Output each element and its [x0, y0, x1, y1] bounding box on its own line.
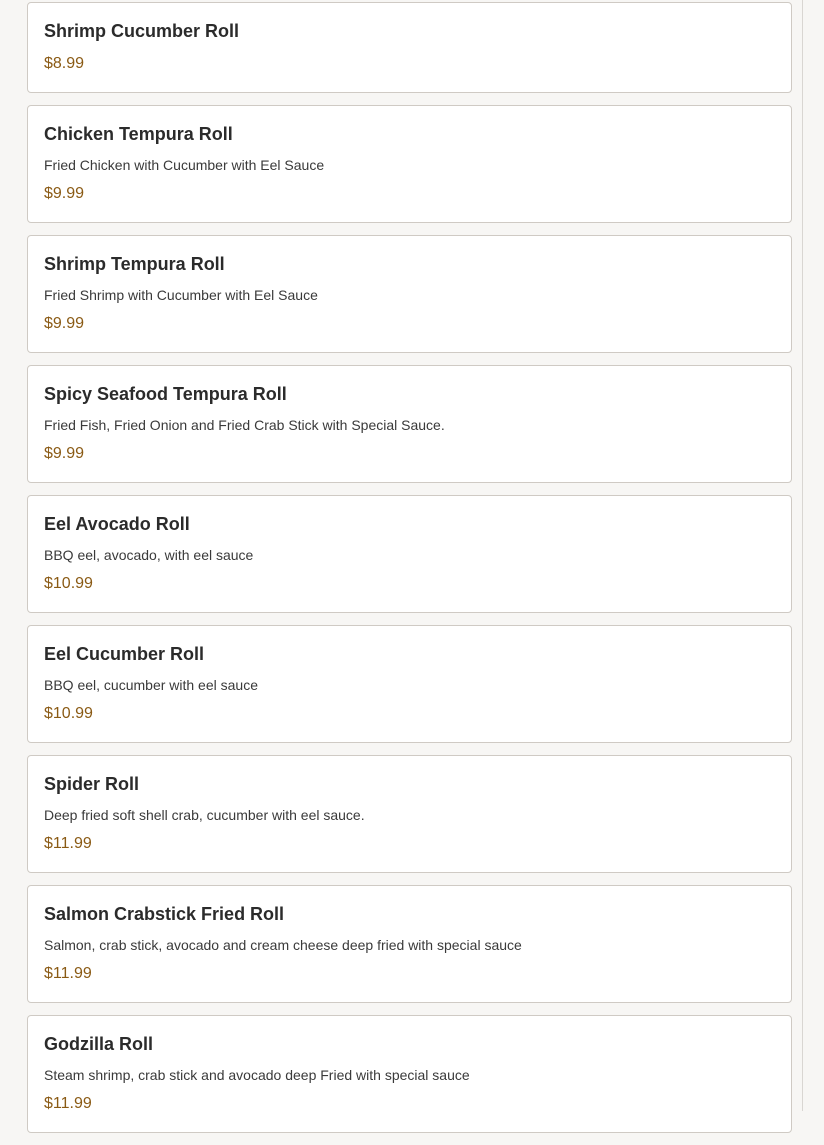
menu-item-description: BBQ eel, avocado, with eel sauce — [44, 547, 254, 563]
menu-item-description: BBQ eel, cucumber with eel sauce — [44, 677, 258, 693]
menu-item-description: Deep fried soft shell crab, cucumber with eel sauce. — [44, 807, 365, 823]
menu-item-name: Salmon Crabstick Fried Roll — [44, 904, 285, 924]
menu-item-price: $11.99 — [44, 1095, 92, 1112]
menu-item-price: $9.99 — [44, 315, 85, 332]
menu-item-name: Chicken Tempura Roll — [44, 124, 233, 144]
menu-item-card[interactable] — [27, 755, 792, 873]
menu-item-card[interactable] — [27, 105, 792, 223]
menu-item-description: Steam shrimp, crab stick and avocado deep Fried with special sauce — [44, 1067, 470, 1083]
menu-item-name: Eel Avocado Roll — [44, 514, 190, 534]
menu-item-card[interactable] — [27, 2, 792, 93]
menu-item-description: Fried Chicken with Cucumber with Eel Sauce — [44, 157, 325, 173]
menu-item-card[interactable] — [27, 365, 792, 483]
menu-item-name: Shrimp Cucumber Roll — [44, 21, 240, 41]
menu-item-description: Salmon, crab stick, avocado and cream cheese deep fried with special sauce — [44, 937, 522, 953]
menu-item-price: $11.99 — [44, 965, 92, 982]
menu-item-card[interactable] — [27, 885, 792, 1003]
menu-item-name: Eel Cucumber Roll — [44, 644, 205, 664]
menu-item-card[interactable] — [27, 625, 792, 743]
menu-item-price: $10.99 — [44, 575, 93, 592]
menu-item-name: Spicy Seafood Tempura Roll — [44, 384, 287, 404]
menu-item-name: Spider Roll — [44, 774, 140, 794]
menu-item-price: $8.99 — [44, 55, 85, 72]
menu-item-name: Shrimp Tempura Roll — [44, 254, 225, 274]
menu-item-price: $9.99 — [44, 185, 85, 202]
page-edge-divider — [802, 0, 803, 1111]
menu-item-price: $9.99 — [44, 445, 85, 462]
menu-item-price: $10.99 — [44, 705, 93, 722]
menu-item-price: $11.99 — [44, 835, 92, 852]
menu-item-card[interactable] — [27, 1015, 792, 1133]
menu-item-list — [27, 2, 792, 1145]
menu-item-card[interactable] — [27, 495, 792, 613]
menu-item-description: Fried Fish, Fried Onion and Fried Crab Stick with Special Sauce. — [44, 417, 445, 433]
menu-item-description: Fried Shrimp with Cucumber with Eel Sauce — [44, 287, 318, 303]
menu-item-card[interactable] — [27, 235, 792, 353]
menu-item-name: Godzilla Roll — [44, 1034, 154, 1054]
